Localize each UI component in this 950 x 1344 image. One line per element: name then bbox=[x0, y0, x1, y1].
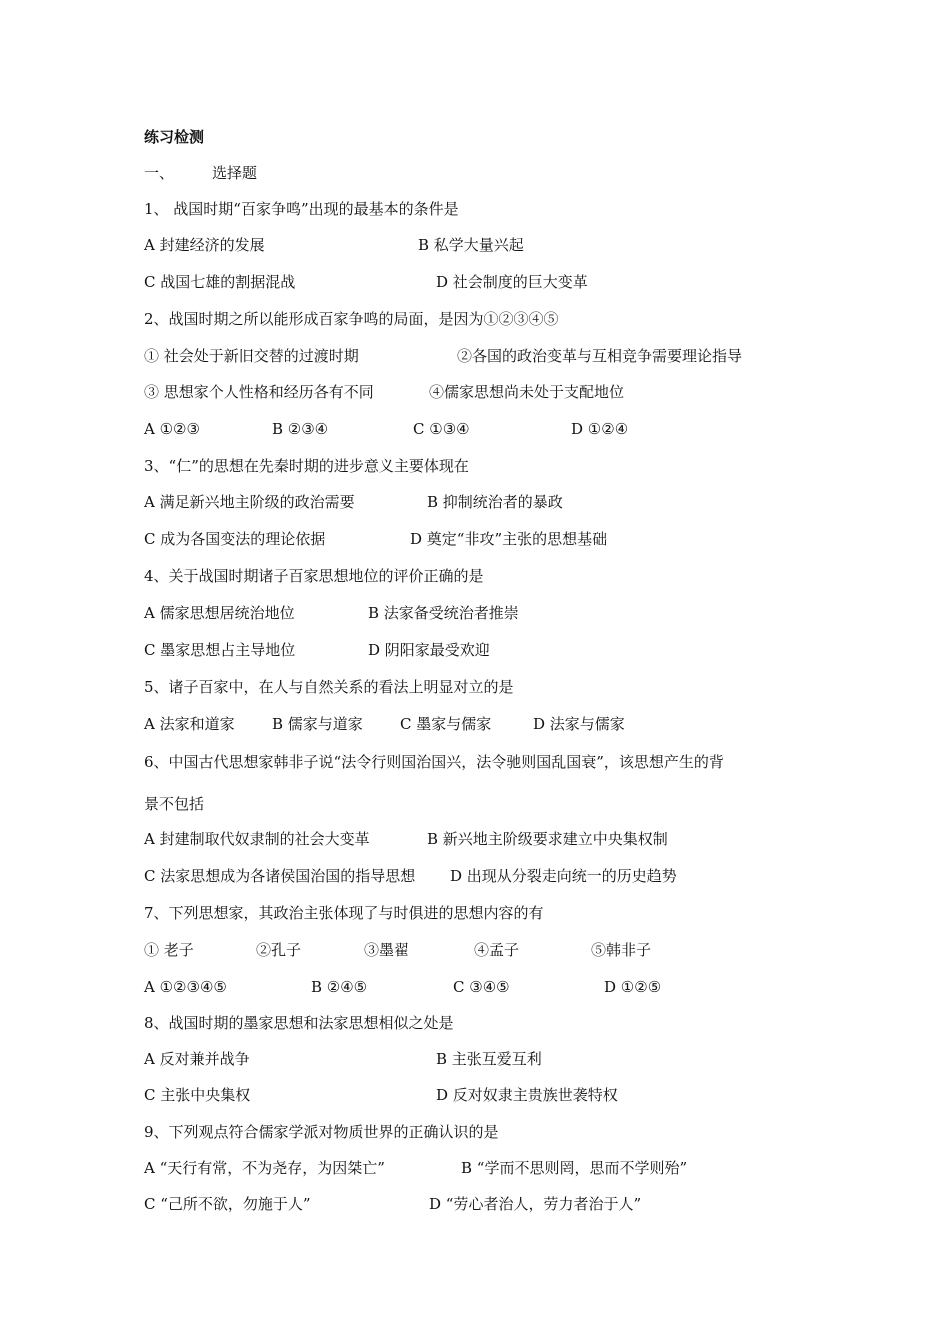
question-3-stem: 3、“仁”的思想在先秦时期的进步意义主要体现在 bbox=[144, 457, 469, 475]
option-b: B 主张互爱互利 bbox=[436, 1050, 542, 1068]
option-d: D 法家与儒家 bbox=[533, 715, 625, 733]
statement-2: ②孔子 bbox=[256, 941, 302, 959]
option-d: D 阴阳家最受欢迎 bbox=[368, 641, 490, 659]
option-a: A 封建制取代奴隶制的社会大变革 bbox=[144, 830, 370, 848]
option-c: C 墨家思想占主导地位 bbox=[144, 641, 296, 659]
option-b: B 新兴地主阶级要求建立中央集权制 bbox=[427, 830, 668, 848]
option-d: D ①②④ bbox=[571, 420, 629, 438]
option-a: A ①②③ bbox=[144, 420, 200, 438]
option-b: B 儒家与道家 bbox=[272, 715, 363, 733]
option-c: C 法家思想成为各诸侯国治国的指导思想 bbox=[144, 867, 416, 885]
question-5-stem: 5、诸子百家中，在人与自然关系的看法上明显对立的是 bbox=[144, 678, 514, 696]
option-a: A 封建经济的发展 bbox=[144, 236, 265, 254]
option-d: D “劳心者治人，劳力者治于人” bbox=[429, 1195, 642, 1213]
statement-3: ③ 思想家个人性格和经历各有不同 bbox=[144, 383, 374, 401]
question-6-stem-continued: 景不包括 bbox=[144, 795, 205, 813]
section-label: 选择题 bbox=[212, 164, 258, 182]
option-d: D 奠定“非攻”主张的思想基础 bbox=[410, 530, 608, 548]
option-a: A “天行有常，不为尧存，为因桀亡” bbox=[144, 1159, 385, 1177]
option-d: D 社会制度的巨大变革 bbox=[436, 273, 588, 291]
option-c: C “己所不欲，勿施于人” bbox=[144, 1195, 311, 1213]
question-4-stem: 4、关于战国时期诸子百家思想地位的评价正确的是 bbox=[144, 567, 484, 585]
statement-4: ④儒家思想尚未处于支配地位 bbox=[429, 383, 625, 401]
option-b: B 私学大量兴起 bbox=[418, 236, 524, 254]
option-c: C 主张中央集权 bbox=[144, 1086, 251, 1104]
question-8-stem: 8、战国时期的墨家思想和法家思想相似之处是 bbox=[144, 1014, 454, 1032]
statement-1: ① 老子 bbox=[144, 941, 194, 959]
option-d: D 反对奴隶主贵族世袭特权 bbox=[436, 1086, 618, 1104]
option-d: D 出现从分裂走向统一的历史趋势 bbox=[450, 867, 677, 885]
option-a: A 反对兼并战争 bbox=[144, 1050, 250, 1068]
option-b: B ②④⑤ bbox=[311, 978, 368, 996]
option-c: C 战国七雄的割据混战 bbox=[144, 273, 296, 291]
question-7-stem: 7、下列思想家，其政治主张体现了与时俱进的思想内容的有 bbox=[144, 904, 544, 922]
option-c: C ③④⑤ bbox=[453, 978, 510, 996]
question-9-stem: 9、下列观点符合儒家学派对物质世界的正确认识的是 bbox=[144, 1123, 499, 1141]
option-a: A 法家和道家 bbox=[144, 715, 235, 733]
statement-3: ③墨翟 bbox=[364, 941, 410, 959]
statement-1: ① 社会处于新旧交替的过渡时期 bbox=[144, 347, 359, 365]
option-c: C 成为各国变法的理论依据 bbox=[144, 530, 326, 548]
page-title: 练习检测 bbox=[144, 128, 205, 146]
option-a: A ①②③④⑤ bbox=[144, 978, 227, 996]
question-2-stem: 2、战国时期之所以能形成百家争鸣的局面，是因为①②③④⑤ bbox=[144, 310, 559, 328]
statement-2: ②各国的政治变革与互相竞争需要理论指导 bbox=[457, 347, 743, 365]
option-d: D ①②⑤ bbox=[604, 978, 662, 996]
option-b: B 法家备受统治者推崇 bbox=[368, 604, 519, 622]
option-b: B ②③④ bbox=[272, 420, 329, 438]
section-number: 一、 bbox=[144, 164, 175, 182]
option-a: A 满足新兴地主阶级的政治需要 bbox=[144, 493, 355, 511]
option-c: C ①③④ bbox=[413, 420, 470, 438]
statement-4: ④孟子 bbox=[474, 941, 520, 959]
statement-5: ⑤韩非子 bbox=[591, 941, 652, 959]
question-6-stem: 6、中国古代思想家韩非子说“法令行则国治国兴，法令驰则国乱国衰”，该思想产生的背 bbox=[144, 753, 724, 771]
option-c: C 墨家与儒家 bbox=[400, 715, 492, 733]
option-a: A 儒家思想居统治地位 bbox=[144, 604, 295, 622]
question-1-stem: 1、 战国时期“百家争鸣”出现的最基本的条件是 bbox=[144, 200, 459, 218]
option-b: B “学而不思则罔，思而不学则殆” bbox=[461, 1159, 688, 1177]
option-b: B 抑制统治者的暴政 bbox=[427, 493, 563, 511]
